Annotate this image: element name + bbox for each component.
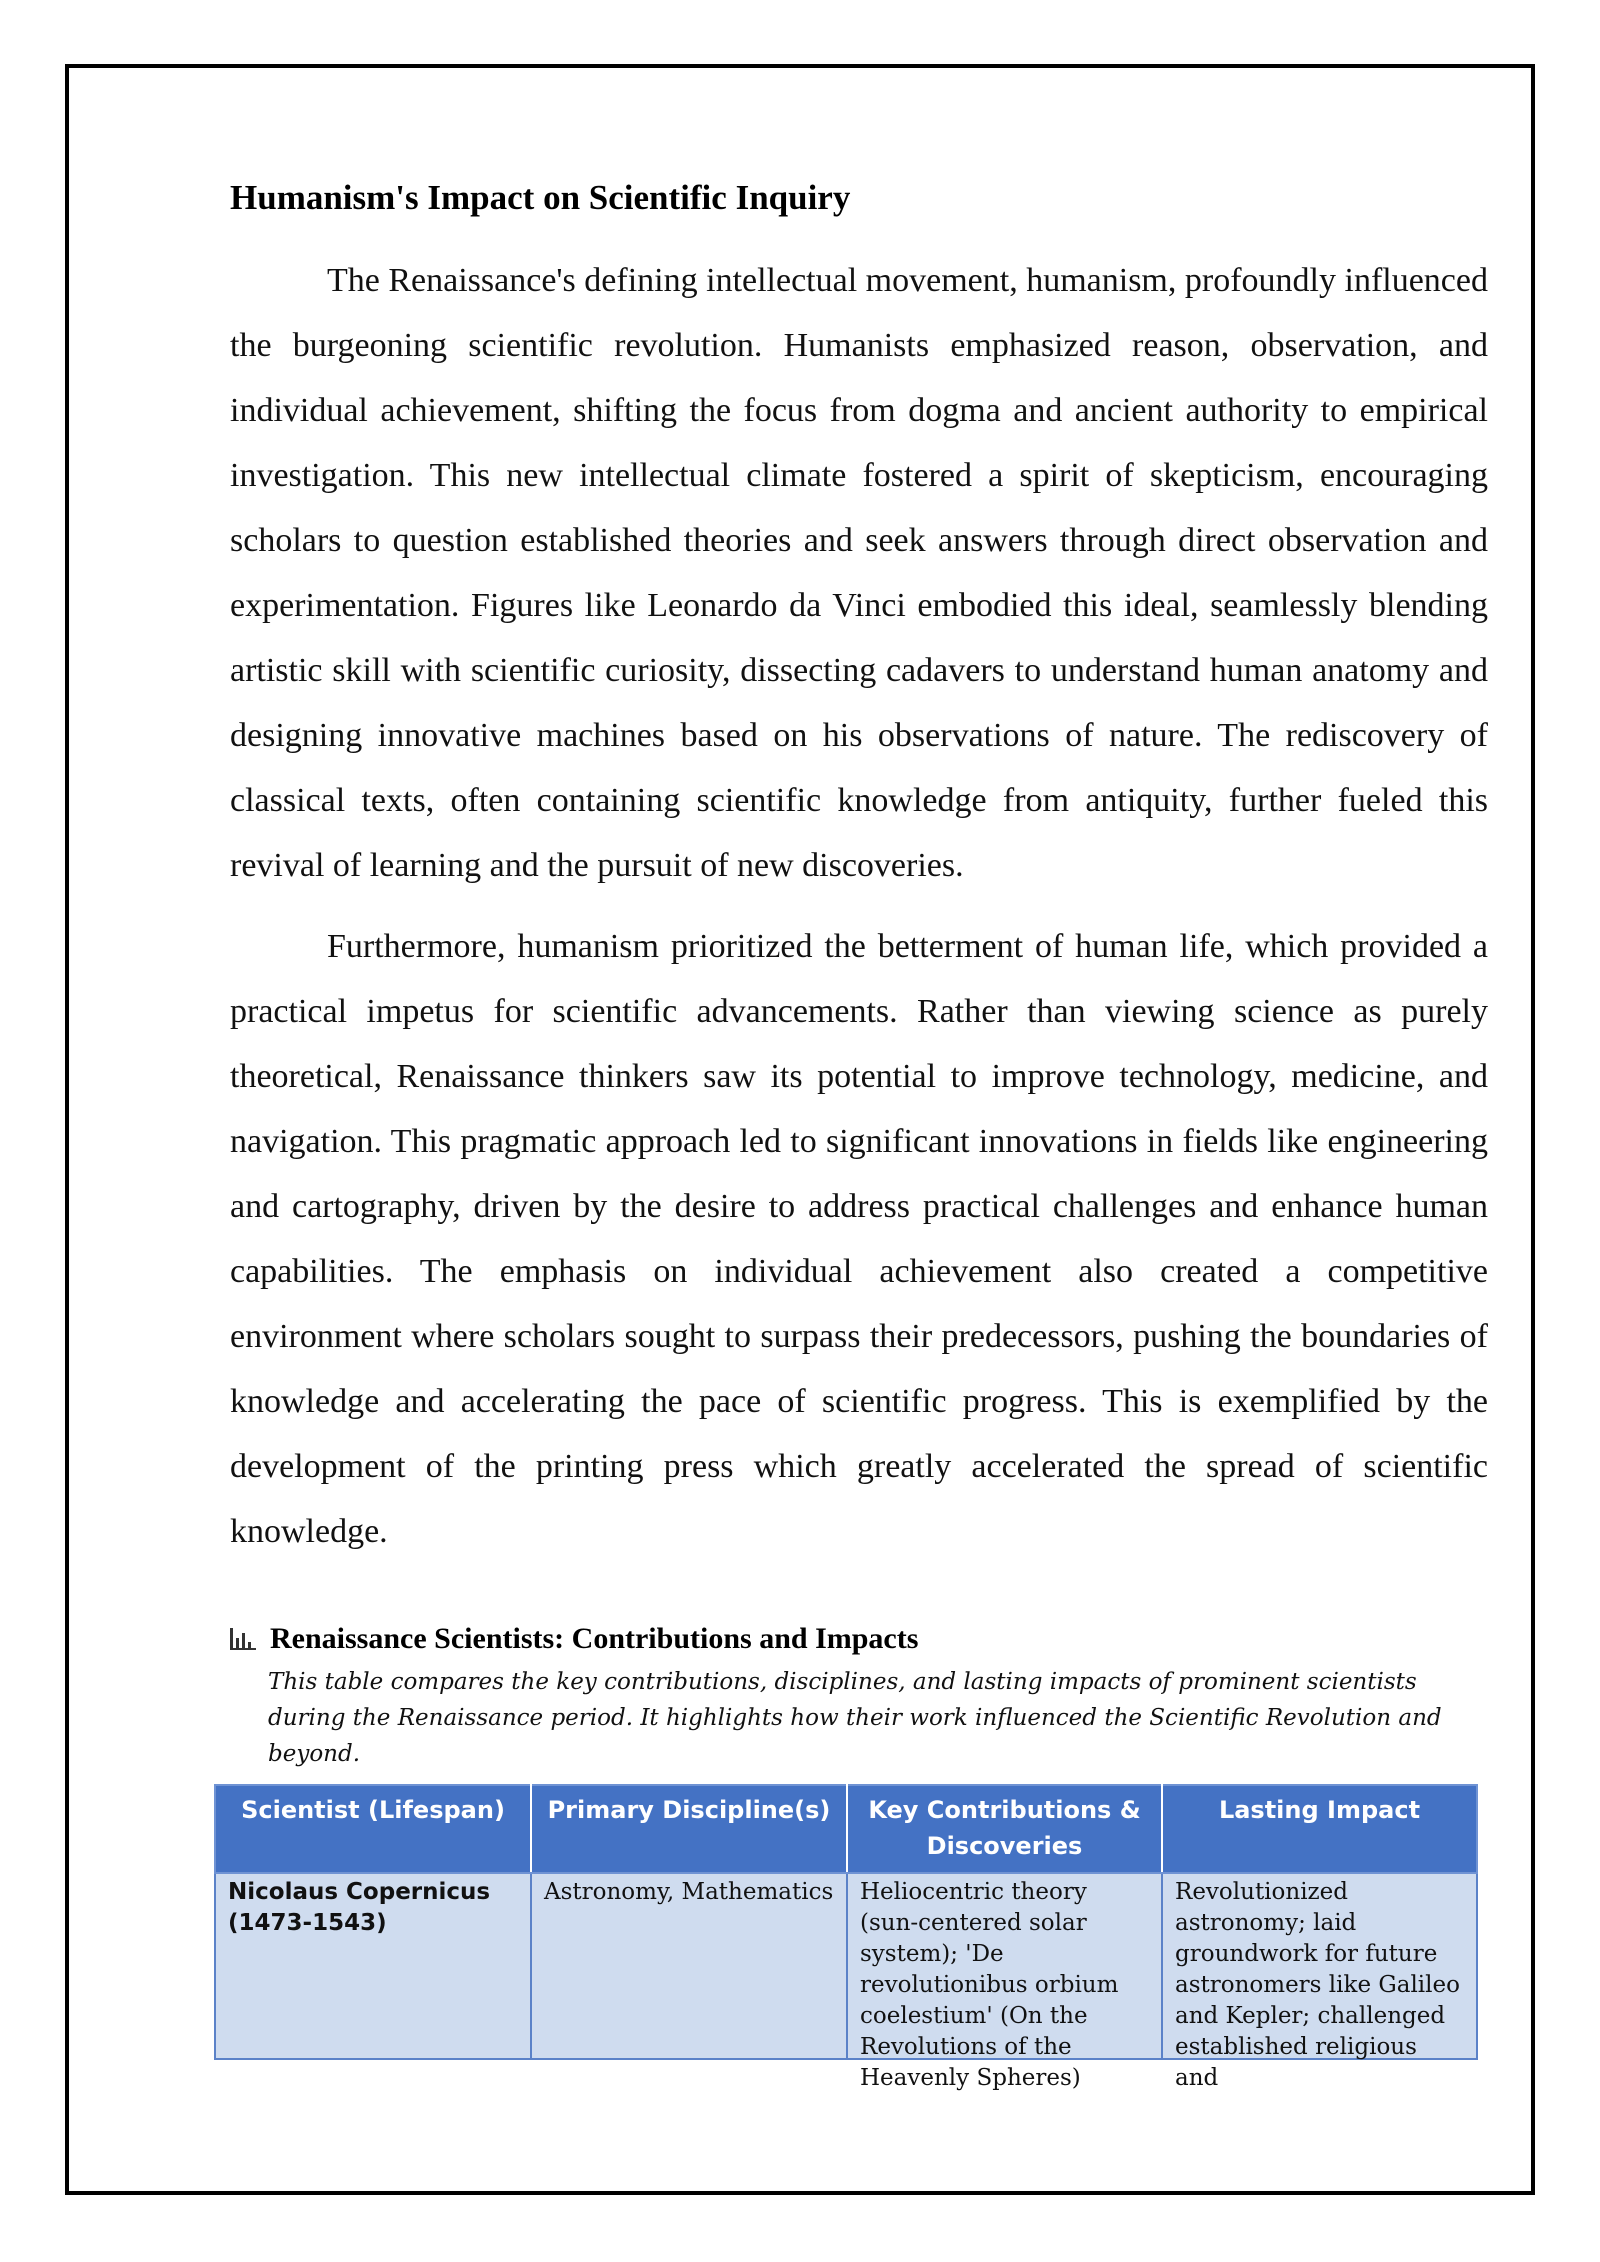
cell-impact: Revolutionized astronomy; laid groundwork for future astronomers like Galileo and Kepler; challenged established religious and (1162, 1873, 1477, 2059)
document-content (228, 170, 1488, 2091)
column-header-scientist: Scientist (Lifespan) (215, 1785, 531, 1873)
table-row (215, 1873, 1477, 2059)
table-header-row (215, 1785, 1477, 1873)
cell-scientist: Nicolaus Copernicus (1473-1543) (215, 1873, 531, 2059)
cell-contributions: Heliocentric theory (sun-centered solar system); 'De revolutionibus orbium coelestium' (On the Revolutions of the Heavenly Spheres) (847, 1873, 1162, 2059)
table-caption: This table compares the key contributions, disciplines, and lasting impacts of prominent scientists during the Renaissance period. It highlights how their work influenced the Scientific Revolution and beyond. (268, 1669, 1442, 1767)
body-paragraph-1: The Renaissance's defining intellectual movement, humanism, profoundly influenced the burgeoning scientific revolution. Humanists emphasized reason, observation, and individual achievement, shifting the focus from dogma and ancient authority to empirical investigation. This new intellectual climate fostered a spirit of skepticism, encouraging scholars to question established theories and seek answers through direct observation and experimentation. Figures like Leonardo da Vinci embodied this ideal, seamlessly blending artistic skill with scientific curiosity, dissecting cadavers to understand human anatomy and designing innovative machines based on his observations of nature. The rediscovery of classical texts, often containing scientific knowledge from antiquity, further fueled this revival of learning and the pursuit of new discoveries. (230, 262, 1488, 884)
bar-chart-icon (230, 1628, 256, 1650)
column-header-contributions: Key Contributions & Discoveries (847, 1785, 1162, 1873)
scientists-table (214, 1784, 1478, 2091)
table-title: Renaissance Scientists: Contributions and Impacts (270, 1622, 919, 1655)
cell-discipline: Astronomy, Mathematics (531, 1873, 847, 2059)
body-paragraph-2: Furthermore, humanism prioritized the betterment of human life, which provided a practical impetus for scientific advancements. Rather than viewing science as purely theoretical, Renaissance thinkers saw its potential to improve technology, medicine, and navigation. This pragmatic approach led to significant innovations in fields like engineering and cartography, driven by the desire to address practical challenges and enhance human capabilities. The emphasis on individual achievement also created a competitive environment where scholars sought to surpass their predecessors, pushing the boundaries of knowledge and accelerating the pace of scientific progress. This is exemplified by the development of the printing press which greatly accelerated the spread of scientific knowledge. (230, 928, 1488, 1550)
column-header-impact: Lasting Impact (1162, 1785, 1477, 1873)
section-title: Humanism's Impact on Scientific Inquiry (230, 178, 851, 217)
table-heading (230, 1622, 1488, 1656)
column-header-discipline: Primary Discipline(s) (531, 1785, 847, 1873)
